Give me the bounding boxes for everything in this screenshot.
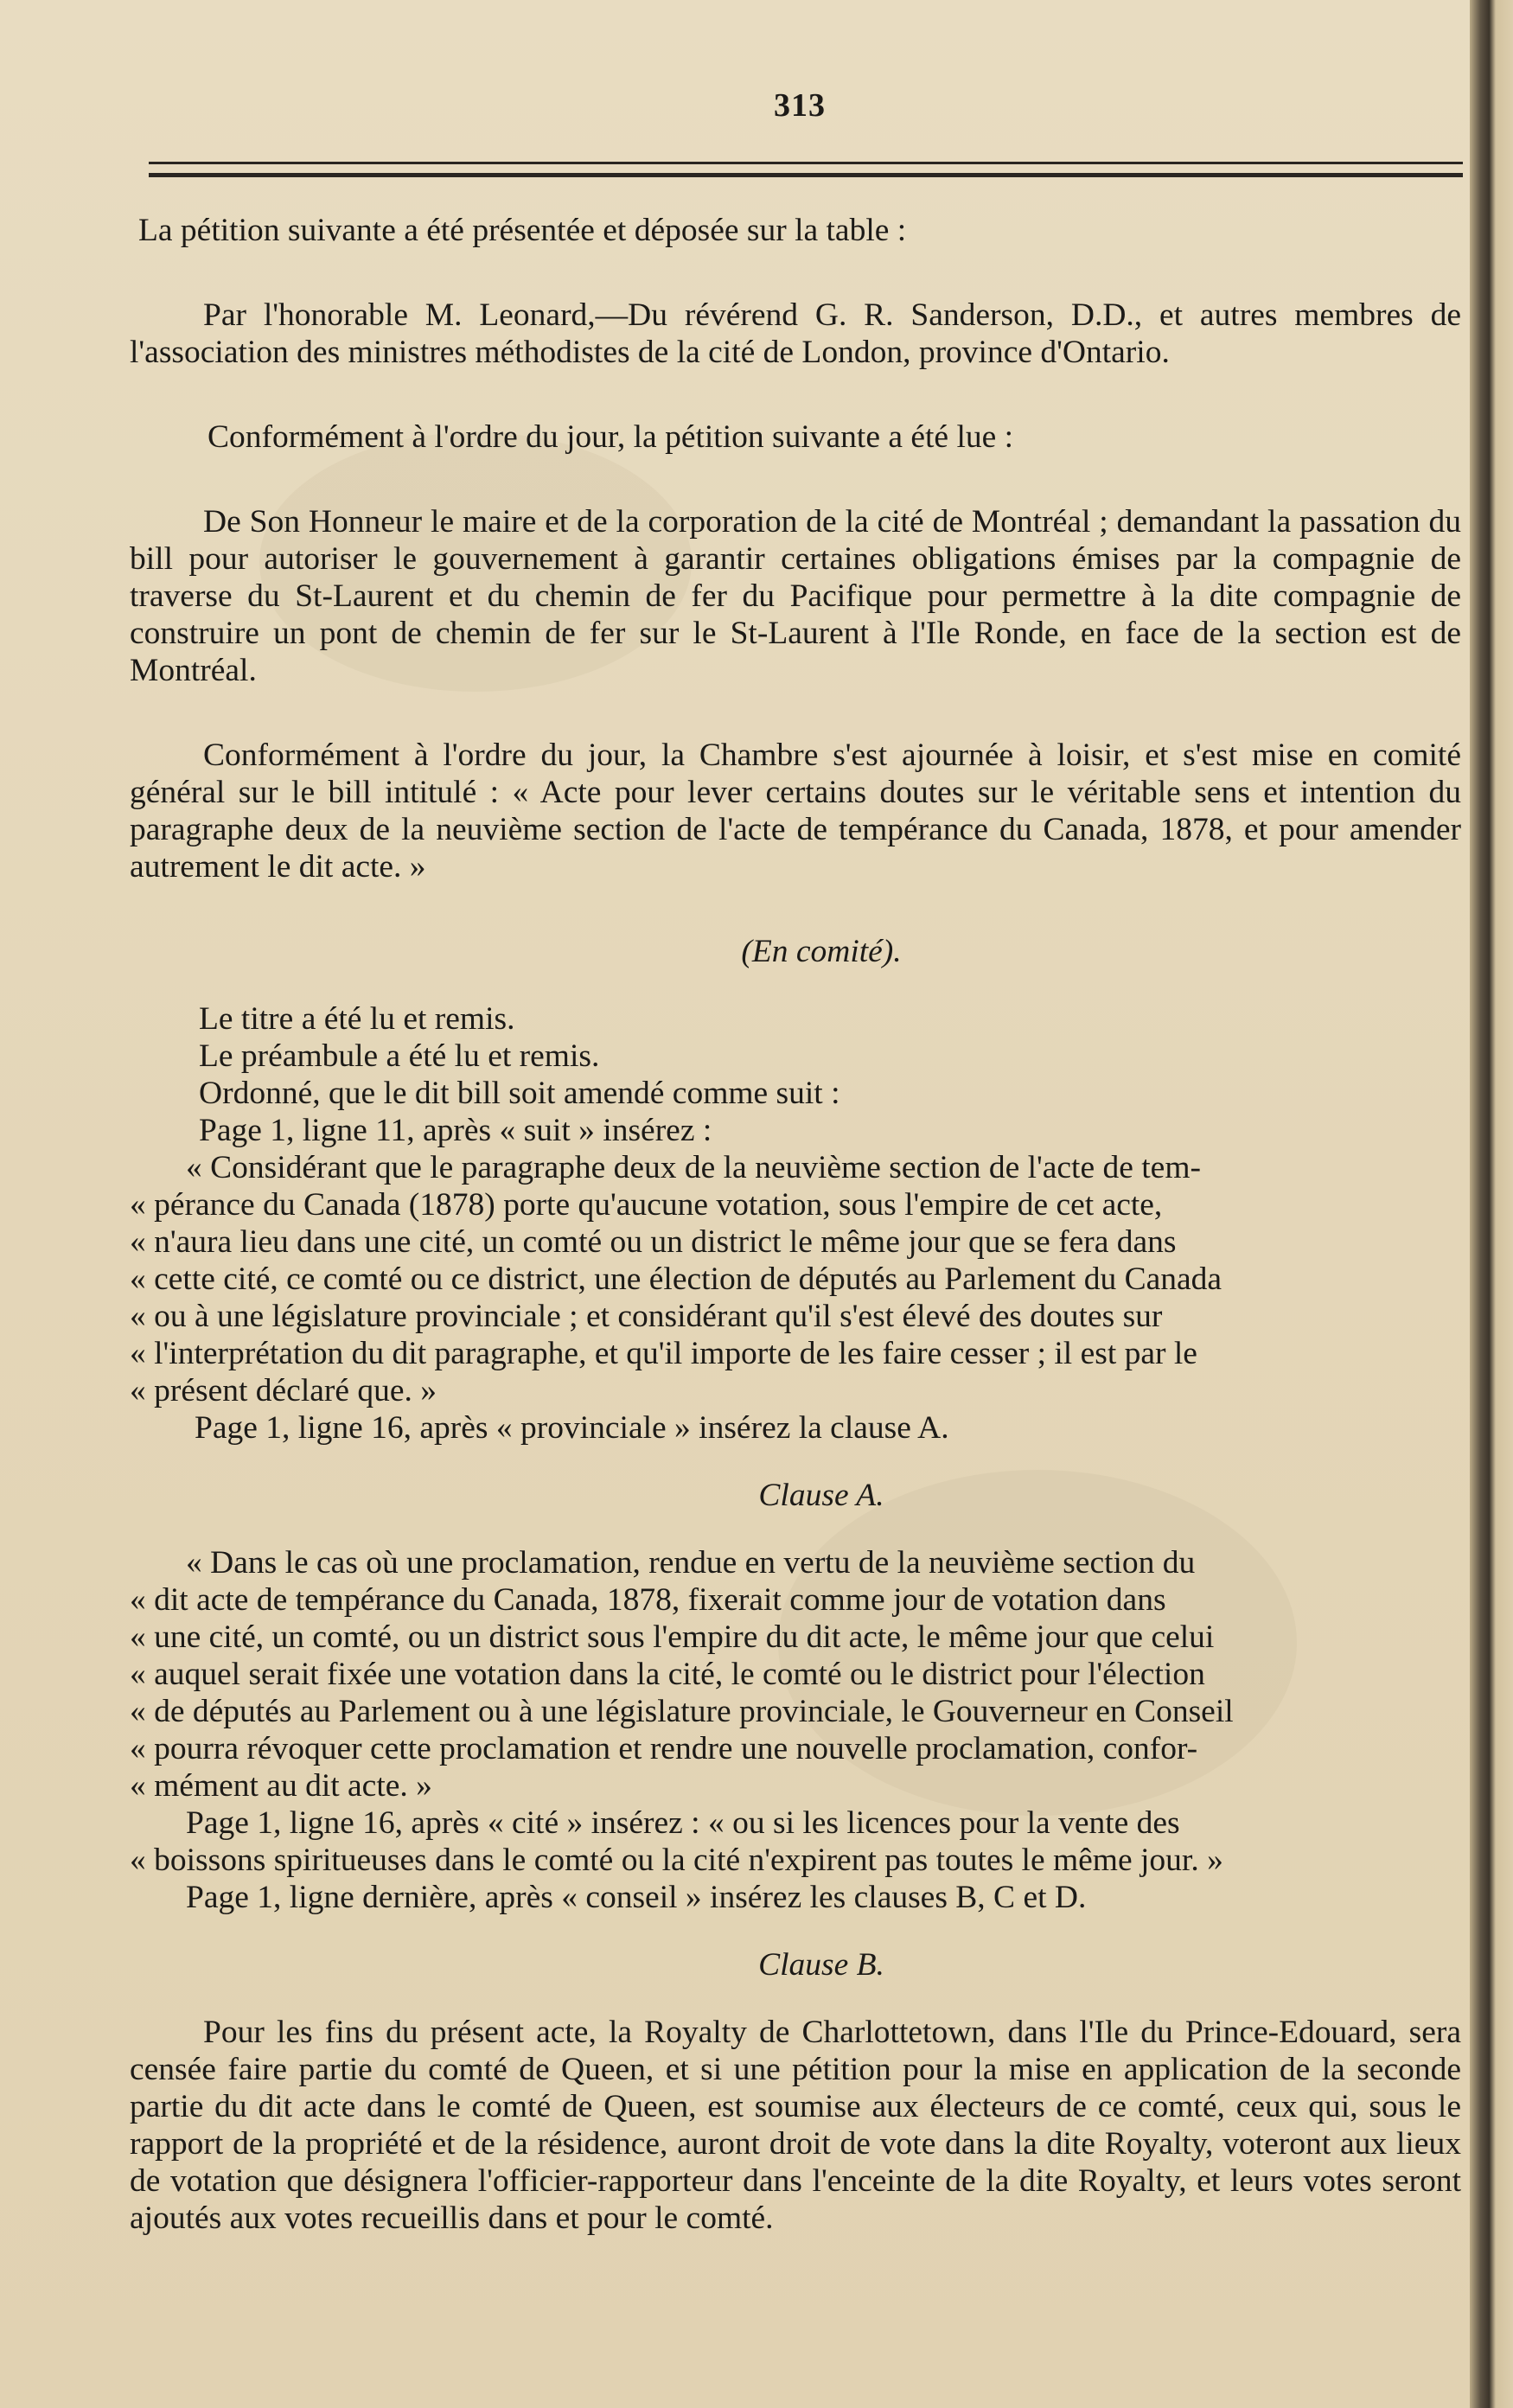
quote-line: « de députés au Parlement ou à une législature provinciale, le Gouverneur en Conseil [130,1694,1234,1729]
quote-line: « ou à une législature provinciale ; et considérant qu'il s'est élevé des doutes sur [130,1299,1163,1334]
heading-clause-b: Clause B. [758,1947,884,1983]
page-line-16: Page 1, ligne 16, après « provinciale » insérez la clause A. [195,1410,949,1446]
paragraph-montreal-petition: De Son Honneur le maire et de la corporation de la cité de Montréal ; demandant la passation du bill pour autoriser le gouvernement à garantir certaines obligations émises par la compagnie de traverse du St-Laurent et du chemin de fer du Pacifique pour permettre à la dite compagnie de construire un pont de chemin de fer sur le St-Laurent à l'Ile Ronde, en face de la section est de Montréal. [130,504,1461,688]
header-rule-thin [149,162,1463,164]
quote-line: « pérance du Canada (1878) porte qu'aucune votation, sous l'empire de cet acte, [130,1187,1163,1223]
comite-line: Ordonné, que le dit bill soit amendé comme suit : [199,1076,840,1111]
quote-line: « Considérant que le paragraphe deux de la neuvième section de l'acte de tem- [186,1150,1201,1185]
paragraph-petition-leonard: Par l'honorable M. Leonard,—Du révérend G. R. Sanderson, D.D., et autres membres de l'association des ministres méthodistes de la cité de London, province d'Ontario. [130,297,1461,370]
paragraph-petition-presented: La pétition suivante a été présentée et déposée sur la table : [138,213,907,248]
quote-line: « Dans le cas où une proclamation, rendue en vertu de la neuvième section du [186,1545,1196,1581]
quote-line: « dit acte de tempérance du Canada, 1878, fixerait comme jour de votation dans [130,1582,1166,1618]
comite-line: Le préambule a été lu et remis. [199,1038,600,1074]
comite-lines [130,1000,1461,1149]
page-body [130,212,1461,2237]
quote-line: « n'aura lieu dans une cité, un comté ou un district le même jour que se fera dans [130,1224,1177,1260]
quote-line: « une cité, un comté, ou un district sous l'empire du dit acte, le même jour que celui [130,1619,1215,1655]
quote-line: « boissons spiritueuses dans le comté ou la cité n'expirent pas toutes le même jour. » [130,1843,1223,1878]
quote-line: « cette cité, ce comté ou ce district, une élection de députés au Parlement du Canada [130,1261,1223,1297]
page-line-last: Page 1, ligne dernière, après « conseil » insérez les clauses B, C et D. [186,1880,1087,1915]
header-rule-thick [149,173,1463,177]
quote-licences [130,1804,1461,1879]
quote-line: Page 1, ligne 16, après « cité » insérez : « ou si les licences pour la vente des [186,1805,1180,1841]
paragraph-committee: Conformément à l'ordre du jour, la Chambre s'est ajournée à loisir, et s'est mise en comité général sur le bill intitulé : « Acte pour lever certains doutes sur le véritable sens et intention du paragraphe deux de la neuvième section de l'acte de tempérance du Canada, 1878, et pour amender autrement le dit acte. » [130,738,1461,885]
quote-line: « auquel serait fixée une votation dans la cité, le comté ou le district pour l'élection [130,1657,1205,1692]
quote-line: « mément au dit acte. » [130,1768,432,1804]
quote-line: « l'interprétation du dit paragraphe, et qu'il importe de les faire cesser ; il est par le [130,1336,1197,1371]
page-number: 313 [774,87,826,124]
quote-considerant [130,1149,1461,1409]
quote-line: « pourra révoquer cette proclamation et rendre une nouvelle proclamation, confor- [130,1731,1198,1766]
heading-en-comite: (En comité). [741,934,902,969]
paragraph-order-of-day: Conformément à l'ordre du jour, la pétition suivante a été lue : [207,419,1014,455]
paragraph-clause-b: Pour les fins du présent acte, la Royalty de Charlottetown, dans l'Ile du Prince-Edouard, sera censée faire partie du comté de Queen, et si une pétition pour la mise en application de la seconde partie du dit acte dans le comté de Queen, est soumise aux électeurs de ce comté, ceux qui, sous le rapport de la propriété et de la résidence, auront droit de vote dans la dite Royalty, voteront aux lieux de votation que désignera l'officier-rapporteur dans l'enceinte de la dite Royalty, et leurs votes seront ajoutés aux votes recueillis dans et pour le comté. [130,2015,1461,2236]
heading-clause-a: Clause A. [758,1478,884,1513]
adjacent-page-margin [1487,0,1513,2408]
comite-line: Page 1, ligne 11, après « suit » insérez : [199,1113,712,1148]
quote-clause-a [130,1544,1461,1804]
quote-line: « présent déclaré que. » [130,1373,437,1408]
comite-line: Le titre a été lu et remis. [199,1001,515,1037]
